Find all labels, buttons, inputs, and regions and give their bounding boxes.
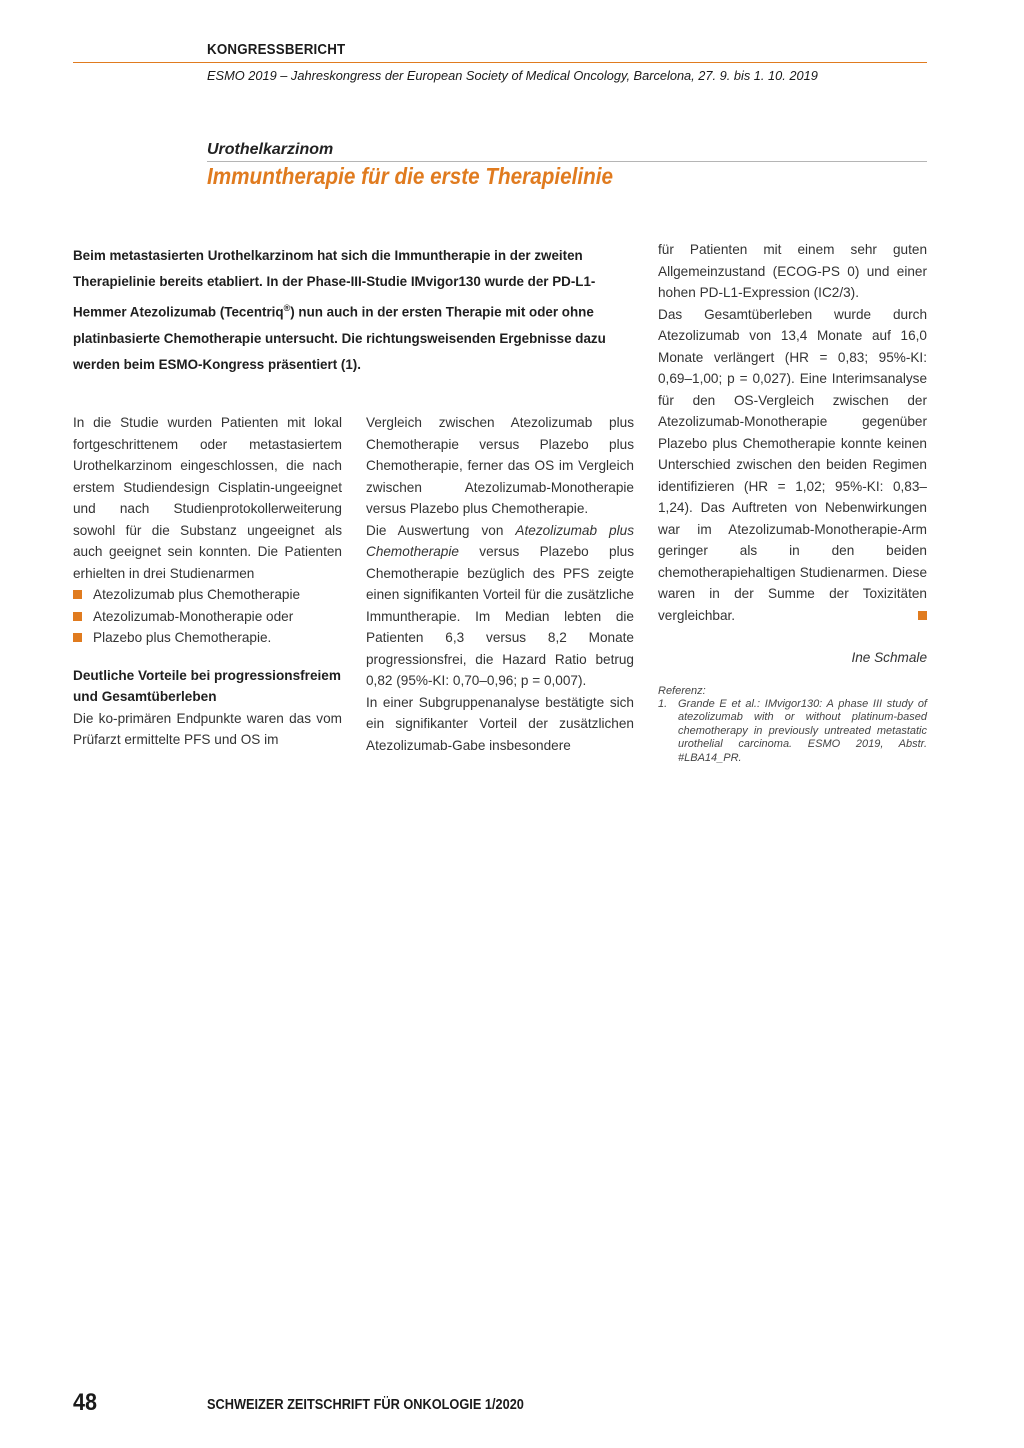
reference-label: Referenz: xyxy=(658,684,706,697)
bullet-square-icon xyxy=(73,633,82,642)
body-paragraph: In einer Subgruppenanalyse bestätigte sich ein signifikanter Vorteil der zusätzlichen Atezolizumab-Gabe insbesondere xyxy=(366,694,634,753)
lead-paragraph xyxy=(73,243,633,378)
bullet-square-icon xyxy=(73,590,82,599)
body-paragraph: Die Auswertung von Atezolizumab plus Chemotherapie versus Plazebo plus Chemotherapie bezüglich des PFS zeigte einen signifikanten Vorteil für die zusätzliche Immuntherapie. Im Median lebten die Patienten 6,3 versus 8,2 Monate progressionsfrei, die Hazard Ratio betrug 0,82 (95%-KI: 0,70–0,96; p = 0,007). xyxy=(366,522,634,688)
lead-text-1: Beim metastasierten Urothelkarzinom hat sich die Immuntherapie in der zweiten Therapielinie bereits etabliert. In der Phase-III-Studie IMvigor130 wurde der PD-L1-Hemmer Atezolizumab (Tecentriq xyxy=(73,248,596,320)
body-paragraph: In die Studie wurden Patienten mit lokal fortgeschrittenem oder metastasiertem Urothelkarzinom eingeschlossen, die nach erstem Studiendesign Cisplatin-ungeeignet und nach Studienprotokollerweiterung sowohl für die Substanz ungeeignet als auch geeignet sein konnten. Die Patienten erhielten in drei Studienarmen xyxy=(73,415,342,581)
list-item: Atezolizumab plus Chemotherapie xyxy=(73,584,342,606)
end-of-article-icon xyxy=(918,611,927,620)
article-kicker: Urothelkarzinom xyxy=(207,141,334,158)
reference-text: Grande E et al.: IMvigor130: A phase III study of atezolizumab with or without platinum-based chemotherapy in previously untreated metastatic urothelial carcinoma. ESMO 2019, Abstr. #LBA14_PR. xyxy=(678,697,927,764)
bullet-square-icon xyxy=(73,612,82,621)
list-item: Atezolizumab-Monotherapie oder xyxy=(73,606,342,628)
body-column-1 xyxy=(73,412,342,751)
registered-mark: ® xyxy=(283,303,291,314)
body-column-3 xyxy=(658,239,927,765)
article-title: Immuntherapie für die erste Therapielinie xyxy=(207,163,614,189)
author-name: Ine Schmale xyxy=(851,650,927,665)
title-rule xyxy=(207,161,927,162)
congress-line: ESMO 2019 – Jahreskongress der European Society of Medical Oncology, Barcelona, 27. 9. bis 1. 10. 2019 xyxy=(207,68,818,83)
section-label: KONGRESSBERICHT xyxy=(207,42,346,58)
journal-title: SCHWEIZER ZEITSCHRIFT FÜR ONKOLOGIE 1/2020 xyxy=(207,1397,524,1413)
body-paragraph: Das Gesamtüberleben wurde durch Atezolizumab von 13,4 Monate auf 16,0 Monate verlängert (HR = 0,83; 95%-KI: 0,69–1,00; p = 0,027). Eine Interimsanalyse für den OS-Vergleich zwischen der Atezolizumab-Monotherapie gegenüber Plazebo plus Chemotherapie konnte keinen Unterschied zwischen den beiden Regimen identifizieren (HR = 1,02; 95%-KI: 0,83–1,24). Das Auftreten von Nebenwirkungen war im Atezolizumab-Monotherapie-Arm geringer als in den beiden chemotherapiehaltigen Studienarmen. Diese waren in der Summe der Toxizitäten vergleichbar. xyxy=(658,306,927,623)
body-paragraph: Die ko-primären Endpunkte waren das vom Prüfarzt ermittelte PFS und OS im xyxy=(73,710,342,747)
lead-text-2: ) nun auch in der ersten Therapie mit oder ohne platinbasierte Chemotherapie untersucht. Die richtungsweisenden Ergebnisse dazu werden beim ESMO-Kongress präsentiert (1). xyxy=(73,304,606,373)
body-column-2 xyxy=(366,412,634,756)
header-rule xyxy=(73,62,927,63)
italic-term: Atezolizumab plus Chemotherapie xyxy=(366,522,634,559)
page-number: 48 xyxy=(73,1389,98,1416)
study-arms-list xyxy=(73,584,342,649)
body-paragraph: Vergleich zwischen Atezolizumab plus Chemotherapie versus Plazebo plus Chemotherapie, ferner das OS im Vergleich zwischen Atezolizumab-Monotherapie versus Plazebo plus Chemotherapie. xyxy=(366,415,634,516)
list-item: Plazebo plus Chemotherapie. xyxy=(73,627,342,649)
subheading: Deutliche Vorteile bei progressionsfreiem und Gesamtüberleben xyxy=(73,667,341,704)
body-paragraph: für Patienten mit einem sehr guten Allgemeinzustand (ECOG-PS 0) und einer hohen PD-L1-Expression (IC2/3). xyxy=(658,242,927,300)
reference-number: 1. xyxy=(658,697,668,710)
reference-item xyxy=(658,698,927,766)
